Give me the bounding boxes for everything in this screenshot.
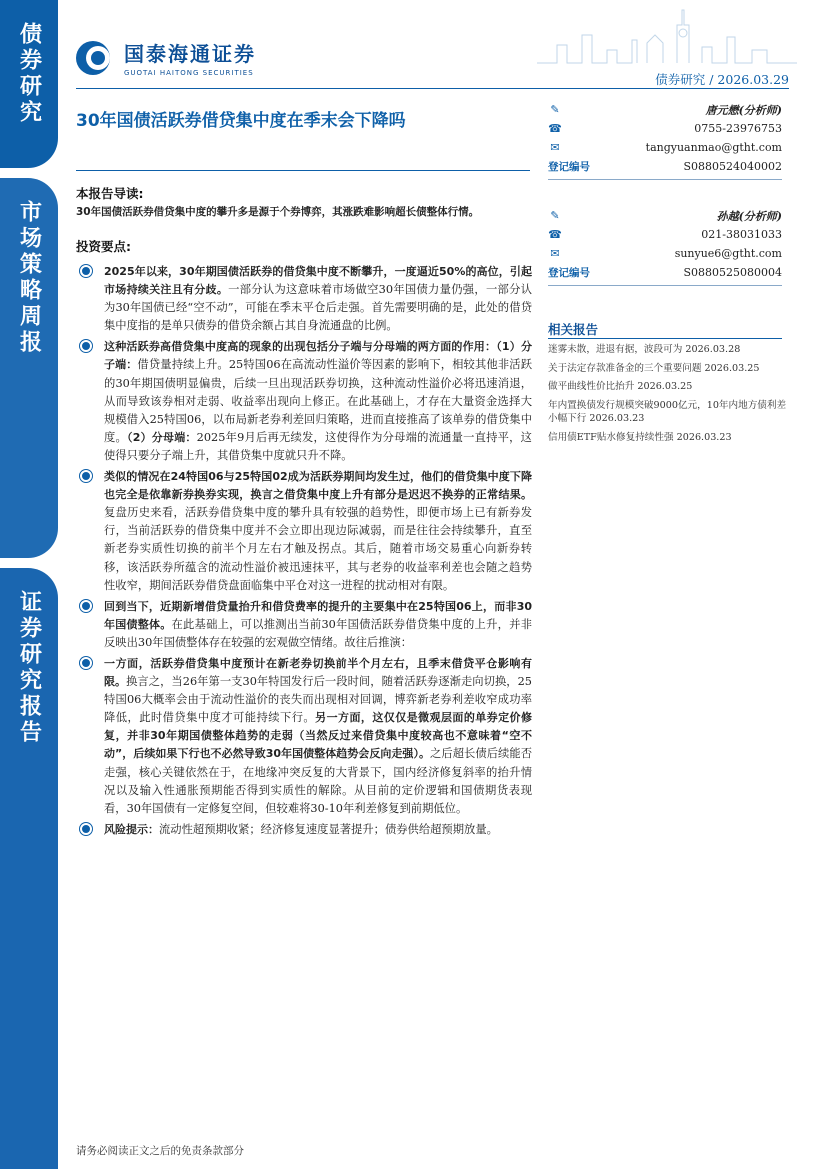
bullet-icon xyxy=(80,823,92,835)
analyst-name: 唐元懋(分析师) xyxy=(705,103,782,117)
registration-number: S0880525080004 xyxy=(683,266,782,279)
registration-label: 登记编号 xyxy=(548,161,590,173)
key-point: 这种活跃券高借贷集中度高的现象的出现包括分子端与分母端的两方面的作用：（1）分子端：借贷量持续上升。25特国06在高流动性溢价等因素的影响下，相较其他非活跃的30年期国债明显偏贵，后续一旦出现活跃券切换，这种流动性溢价必将迅速消退，从而导致该券相对走弱、收益率出现向上修正。在此基础上，才存在大量资金选择大规模借入25特国06，以布局新老券利差回归策略，进而直接推高了该单券的借贷集中度。（2）分母端：2025年9月后再无续发，这使得作为分母端的流通量一直持平，这使得只要分子端上升，其借贷集中度就只升不降。 xyxy=(76,338,532,465)
mail-icon: ✉ xyxy=(550,247,560,260)
related-divider xyxy=(548,338,782,339)
logo-name-en: GUOTAI HAITONG SECURITIES xyxy=(124,69,254,77)
analyst-card-1 xyxy=(548,100,782,180)
header-divider xyxy=(76,88,789,89)
related-report-item[interactable]: 迷雾未散，进退有据，波段可为 2026.03.28 xyxy=(548,344,741,355)
registration-label: 登记编号 xyxy=(548,267,590,279)
guide-text: 30年国债活跃券借贷集中度的攀升多是源于个券博弈，其涨跌难影响超长债整体行情。 xyxy=(76,206,480,218)
logo-icon xyxy=(76,41,116,75)
related-report-item[interactable]: 信用债ETF贴水修复持续性强 2026.03.23 xyxy=(548,431,732,443)
bullet-icon xyxy=(80,600,92,612)
phone-icon: ☎ xyxy=(548,122,562,135)
disclaimer-footer: 请务必阅读正文之后的免责条款部分 xyxy=(76,1145,244,1157)
key-points-list xyxy=(76,263,532,839)
analyst-card-2 xyxy=(548,206,782,286)
phone-icon: ☎ xyxy=(548,228,562,241)
analyst-email[interactable]: sunyue6@gtht.com xyxy=(674,247,782,260)
bullet-icon xyxy=(80,657,92,669)
key-point: 一方面，活跃券借贷集中度预计在新老券切换前半个月左右，且季末借贷平仓影响有限。换言之，当26年第一支30年特国发行后一段时间，随着活跃券逐渐走向切换，25特国06大概率会由于流动性溢价的丧失而出现相对回调，博弈新老券利差收窄成功率降低，此时借贷集中度才可能持续下行。另一方面，这仅仅是微观层面的单券定价修复，并非30年期国债整体趋势的走弱（当然反过来借贷集中度较高也不意味着“空不动”，后续如果下行也不必然导致30年国债整体趋势会反向走强）。之后超长债后续能否走强，核心关键依然在于，在地缘冲突反复的大背景下，国内经济修复斜率的抬升情况以及输入性通胀预期能否得到实质性的解除。从目前的定价逻辑和国债期货表现看，30年国债有一定修复空间，但较难将30-10年利差修复到前期低位。 xyxy=(76,655,532,818)
report-title: 30年国债活跃券借贷集中度在季末会下降吗 xyxy=(76,111,406,131)
related-reports-list xyxy=(548,343,788,449)
side-label-securities-report: 证券研究报告 xyxy=(0,568,58,1169)
analyst-email[interactable]: tangyuanmao@gtht.com xyxy=(645,141,782,154)
key-point: 类似的情况在24特国06与25特国02成为活跃券期间均发生过，他们的借贷集中度下降也完全是依靠新券换券实现，换言之借贷集中度上升有部分是迟迟不换券的正常结果。复盘历史来看，活跃券借贷集中度的攀升具有较强的趋势性，即便市场上已有新券发行，当前活跃券的借贷集中度并不会立即出现边际减弱，而是往往会持续攀升，直至新老券实质性切换的前半个月左右才触及拐点。其后，随着市场交易重心向新券转移，该活跃券所蕴含的流动性溢价被迅速抹平，其与老券的收益率利差也会随之趋势性收窄，期间活跃券借贷盘面临集中平仓对这一进程的扰动相对有限。 xyxy=(76,468,532,595)
analyst-divider xyxy=(548,285,782,286)
bullet-icon xyxy=(80,470,92,482)
company-logo xyxy=(76,38,256,77)
report-type-date: 债券研究 / 2026.03.29 xyxy=(655,72,789,87)
related-report-item[interactable]: 做平曲线性价比抬升 2026.03.25 xyxy=(548,381,693,392)
key-point-risk: 风险提示：流动性超预期收紧；经济修复速度显著提升；债券供给超预期放量。 xyxy=(76,821,532,839)
analyst-divider xyxy=(548,179,782,180)
main-content xyxy=(76,184,532,842)
analyst-phone: 021-38031033 xyxy=(701,228,782,241)
person-icon: ✎ xyxy=(550,103,560,116)
related-reports-title: 相关报告 xyxy=(548,322,599,337)
person-icon: ✎ xyxy=(550,209,560,222)
logo-name-cn: 国泰海通证券 xyxy=(124,42,256,66)
bullet-icon xyxy=(80,265,92,277)
main-divider xyxy=(76,170,530,171)
side-band xyxy=(0,0,58,1169)
key-points-heading: 投资要点: xyxy=(76,239,131,254)
side-label-bond-research: 债券研究 xyxy=(0,0,58,168)
related-report-item[interactable]: 关于法定存款准备金的三个重要问题 2026.03.25 xyxy=(548,362,760,374)
side-label-market-weekly: 市场策略周报 xyxy=(0,178,58,558)
related-report-item[interactable]: 年内置换债发行规模突破9000亿元，10年内地方债利差小幅下行 2026.03.23 xyxy=(548,399,787,424)
analyst-phone: 0755-23976753 xyxy=(694,122,782,135)
analyst-name: 孙越(分析师) xyxy=(716,209,782,223)
guide-heading: 本报告导读: xyxy=(76,186,144,201)
key-point: 回到当下，近期新增借贷量抬升和借贷费率的提升的主要集中在25特国06上，而非30年国债整体。在此基础上，可以推测出当前30年国债活跃券借贷集中度的上升，并非反映出30年国债整体存在较强的宏观做空情绪。故往后推演： xyxy=(76,598,532,652)
mail-icon: ✉ xyxy=(550,141,560,154)
skyline-decoration xyxy=(537,5,797,65)
registration-number: S0880524040002 xyxy=(683,160,782,173)
key-point: 2025年以来，30年期国债活跃券的借贷集中度不断攀升，一度逼近50%的高位，引起市场持续关注且有分歧。一部分认为这意味着市场做空30年国债力量仍强，一部分认为30年国债已经“空不动”，可能在季末平仓后走强。首先需要明确的是，此处的借贷集中度指的是单只债券的借贷余额占其自身流通盘的比例。 xyxy=(76,263,532,335)
bullet-icon xyxy=(80,340,92,352)
